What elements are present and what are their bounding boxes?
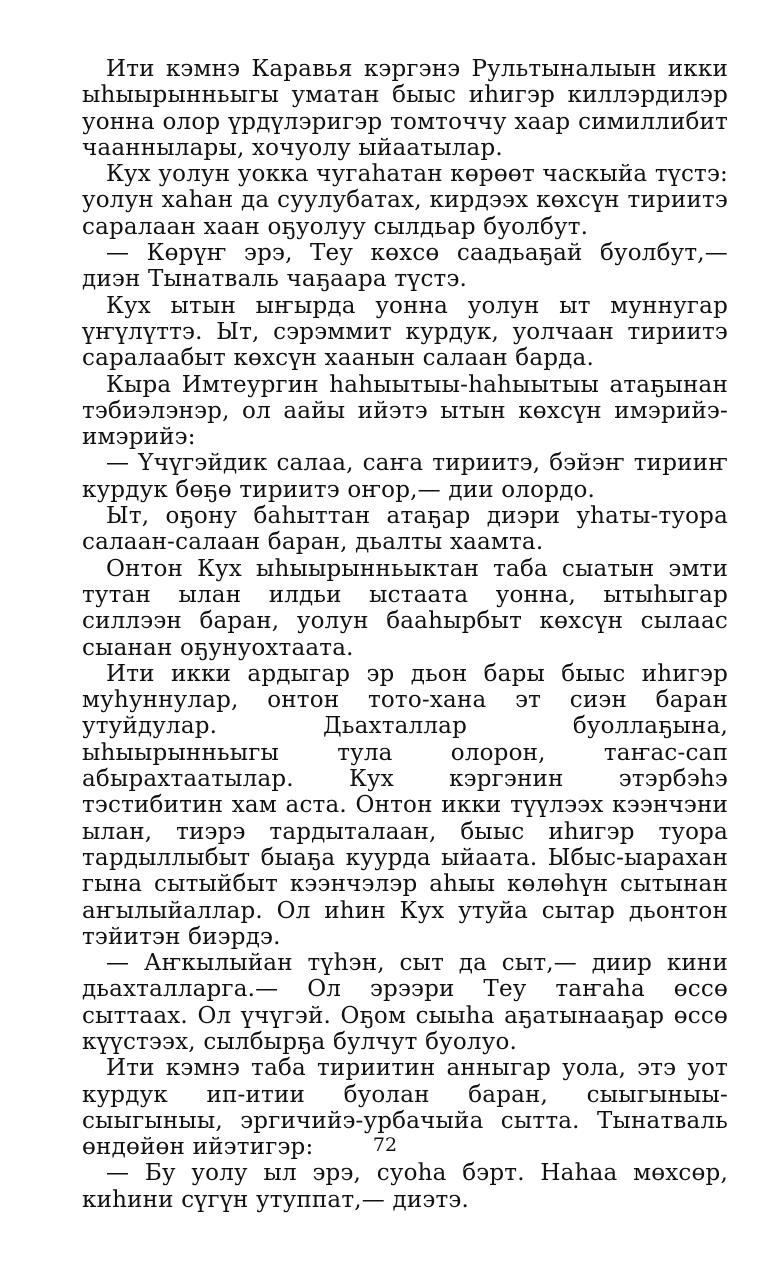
paragraph: — Бу уолу ыл эрэ, суоһа бэрт. Наһаа мөхсөр, киһини сүгүн утуппат,— диэтэ. [82,1160,728,1213]
paragraph: Ити кэмнэ таба тириитин анныгар уола, этэ уот курдук ип-итии буолан баран, сыыгыныы-сыыгыныы, эргичийэ-урбачыйа сытта. Тынатваль өндөйөн ийэтигэр: [82,1055,728,1161]
paragraph: Ити кэмнэ Каравья кэргэнэ Рультыналыын икки ыһыырынньыгы уматан быыс иһигэр киллэрдилэр уонна олор үрдүлэригэр томточчу хаар симиллибит чааннылары, хочуолу ыйаатылар. [82,56,728,161]
paragraph: Кух уолун уокка чугаһатан көрөөт часкыйа түстэ: уолун хаһан да суулубатах, кирдээх көхсүн тириитэ саралаан хаан оҕуолуу сылдьар буолбут. [82,161,728,240]
paragraph: Ыт, оҕону баһыттан атаҕар диэри уһаты-туора салаан-салаан баран, дьалты хаамта. [82,503,728,556]
page-body [82,56,728,1213]
paragraph: Онтон Кух ыһыырынньыктан таба сыатын эмти тутан ылан илдьи ыстаата уонна, ытыһыгар силлээн баран, уолун бааһырбыт көхсүн сылаас сыанан оҕунуохтаата. [82,555,728,661]
page-number: 72 [372,1134,398,1156]
paragraph: — Аҥкылыйан түһэн, сыт да сыт,— диир кини дьахталларга.— Ол эрээри Теу таҥаһа өссө сыттаах. Ол үчүгэй. Оҕом сыыһа аҕатынааҕар өссө күүстээх, сылбырҕа булчут буолуо. [82,950,728,1055]
paragraph: — Үчүгэйдик салаа, саҥа тириитэ, бэйэҥ тирииҥ курдук бөҕө тириитэ оҥор,— дии олордо. [82,450,728,503]
paragraph: Кух ытын ыҥырда уонна уолун ыт муннугар үҥүлүттэ. Ыт, сэрэммит курдук, уолчаан тириитэ саралаабыт көхсүн хаанын салаан барда. [82,292,728,372]
paragraph: Ити икки ардыгар эр дьон бары быыс иһигэр муһуннулар, онтон тото-хана эт сиэн баран утуйдулар. Дьахталлар буоллаҕына, ыһыырынньыгы тула олорон, таҥас-сап абырахтаатылар. Кух кэргэнин этэрбэһэ тэстибитин хам аста. Онтон икки түүлээх кээнчэни ылан, тиэрэ тардыталаан, быыс иһигэр туора тардыллыбыт быаҕа куурда ыйаата. Ыбыс-ыарахан гына сытыйбыт кээнчэлэр аһыы көлөһүн сытынан аҥылыйаллар. Ол иһин Кух утуйа сытар дьонтон тэйитэн биэрдэ. [82,660,728,950]
paragraph: Кыра Имтеургин һаһыытыы-һаһыытыы атаҕынан тэбиэлэнэр, ол аайы ийэтэ ытын көхсүн имэрийэ-имэрийэ: [82,371,728,451]
paragraph: — Көрүҥ эрэ, Теу көхсө саадьаҕай буолбут,— диэн Тынатваль чаҕаара түстэ. [82,240,728,293]
